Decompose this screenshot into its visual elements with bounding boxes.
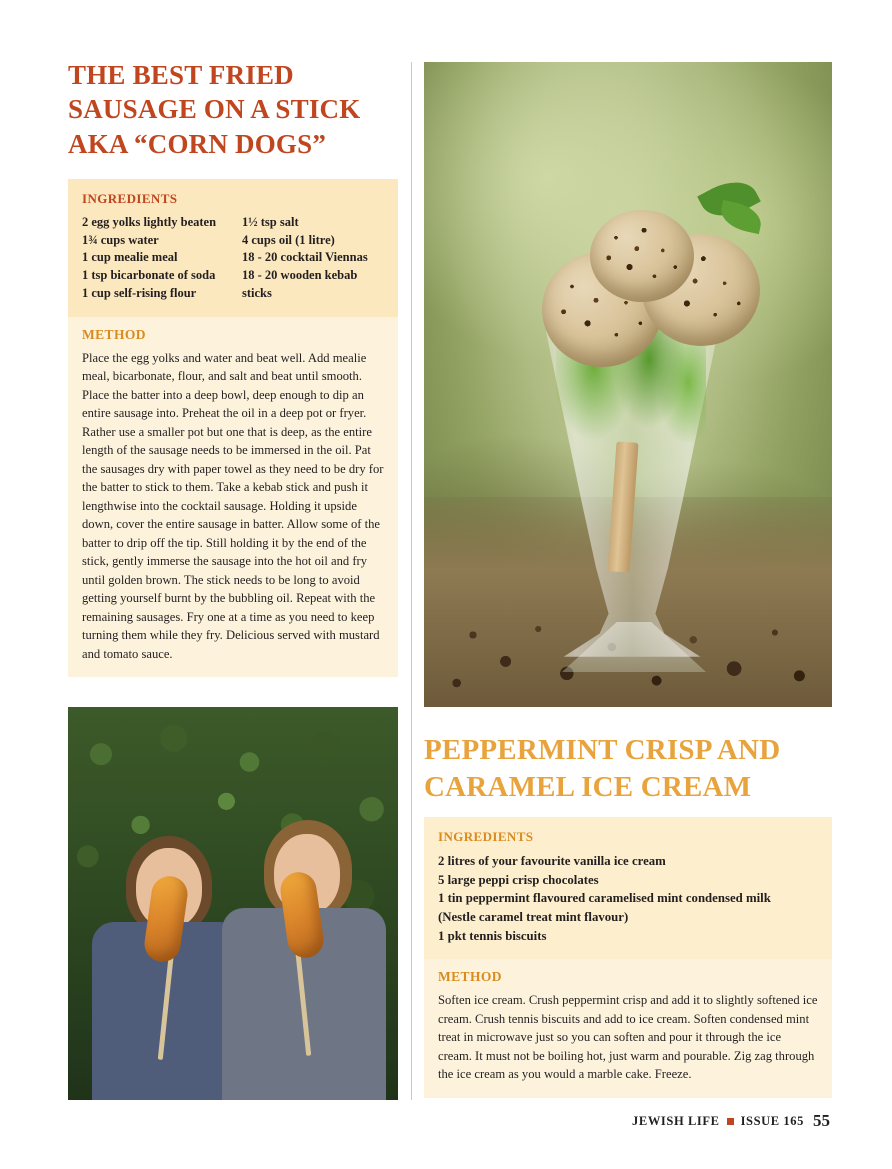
- ingredient-item: 1 tsp bicarbonate of soda: [82, 268, 216, 283]
- ingredient-item: 1 cup self-rising flour: [82, 285, 197, 300]
- recipe-title-ice-cream: PEPPERMINT CRISP AND CARAMEL ICE CREAM: [424, 734, 781, 803]
- ingredient-item: 2 litres of your favourite vanilla ice cream: [438, 854, 666, 869]
- page-number: 55: [813, 1111, 830, 1130]
- ingredient-item: 1¾ cups water: [82, 232, 159, 247]
- ingredients-box-ice-cream: [424, 817, 832, 959]
- left-column: [68, 58, 398, 677]
- recipe-title-corn-dogs: THE BEST FRIED SAUSAGE ON A STICK AKA “CORN DOGS”: [68, 60, 361, 159]
- ingredient-item: 1 tin peppermint flavoured caramelised mint condensed milk: [438, 891, 771, 906]
- ingredient-item: 1½ tsp salt: [242, 214, 299, 229]
- method-label: METHOD: [82, 326, 146, 342]
- ingredients-label: INGREDIENTS: [438, 829, 534, 845]
- method-label: METHOD: [438, 969, 502, 985]
- method-text: Place the egg yolks and water and beat well. Add mealie meal, bicarbonate, flour, and salt and beat until smooth. Place the batter into a deep bowl, deep enough to dip an entire sausage into. Preheat the oil in a deep pot or fryer. Rather use a smaller pot but one that is deep, as the entire length of the sausage needs to be immersed in the oil. Pat the sausages dry with paper towel as they need to be dry for the batter to stick to them. Take a kebab stick and push it lengthwise into the cocktail sausage. Holding it upside down, cover the entire sausage in batter. Allow some of the batter to drip off the tip. Still holding it by the end of the stick, gently immerse the sausage into the hot oil and fry until golden brown. The stick needs to be long to avoid getting yourself burnt by the bubbling oil. Repeat with the remaining sausages. Fry one at a time as you need to keep turning them while they fry. Delicious served with mustard and tomato sauce.: [82, 350, 384, 661]
- ingredient-item: 2 egg yolks lightly beaten: [82, 214, 217, 229]
- ice-cream-scoop: [590, 210, 694, 302]
- right-column: [424, 718, 832, 1098]
- ice-cream-sundae-photo: [424, 62, 832, 707]
- issue-number: ISSUE 165: [740, 1113, 804, 1128]
- ingredients-label: INGREDIENTS: [82, 190, 178, 206]
- method-block-corn-dogs: [68, 317, 398, 678]
- ingredient-item: 1 cup mealie meal: [82, 250, 178, 265]
- ingredient-item: (Nestle caramel treat mint flavour): [438, 910, 629, 925]
- ingredient-item: 18 - 20 wooden kebab sticks: [242, 268, 358, 300]
- ingredients-box-corn-dogs: [68, 179, 398, 317]
- column-divider: [411, 62, 412, 1100]
- ingredients-column-1: [82, 214, 224, 303]
- square-bullet-icon: [727, 1118, 734, 1125]
- corn-dogs-kids-photo: [68, 707, 398, 1100]
- method-text: Soften ice cream. Crush peppermint crisp and add it to slightly softened ice cream. Crush tennis biscuits and add to ice cream. Soften condensed mint treat in microwave just so you can soften and pour it through the ice cream. It must not be boiling hot, just warm and pourable. Zig zag through the ice cream as you would a marble cake. Freeze.: [438, 993, 818, 1082]
- ingredient-item: 1 pkt tennis biscuits: [438, 928, 547, 943]
- ingredient-item: 5 large peppi crisp chocolates: [438, 872, 599, 887]
- page-footer: [632, 1111, 830, 1131]
- ingredient-item: 4 cups oil (1 litre): [242, 232, 335, 247]
- ingredient-item: 18 - 20 cocktail Viennas: [242, 250, 368, 265]
- ingredients-column-2: [242, 214, 384, 303]
- publication-name: JEWISH LIFE: [632, 1113, 720, 1128]
- method-block-ice-cream: [424, 959, 832, 1098]
- ingredients-columns: [82, 214, 384, 303]
